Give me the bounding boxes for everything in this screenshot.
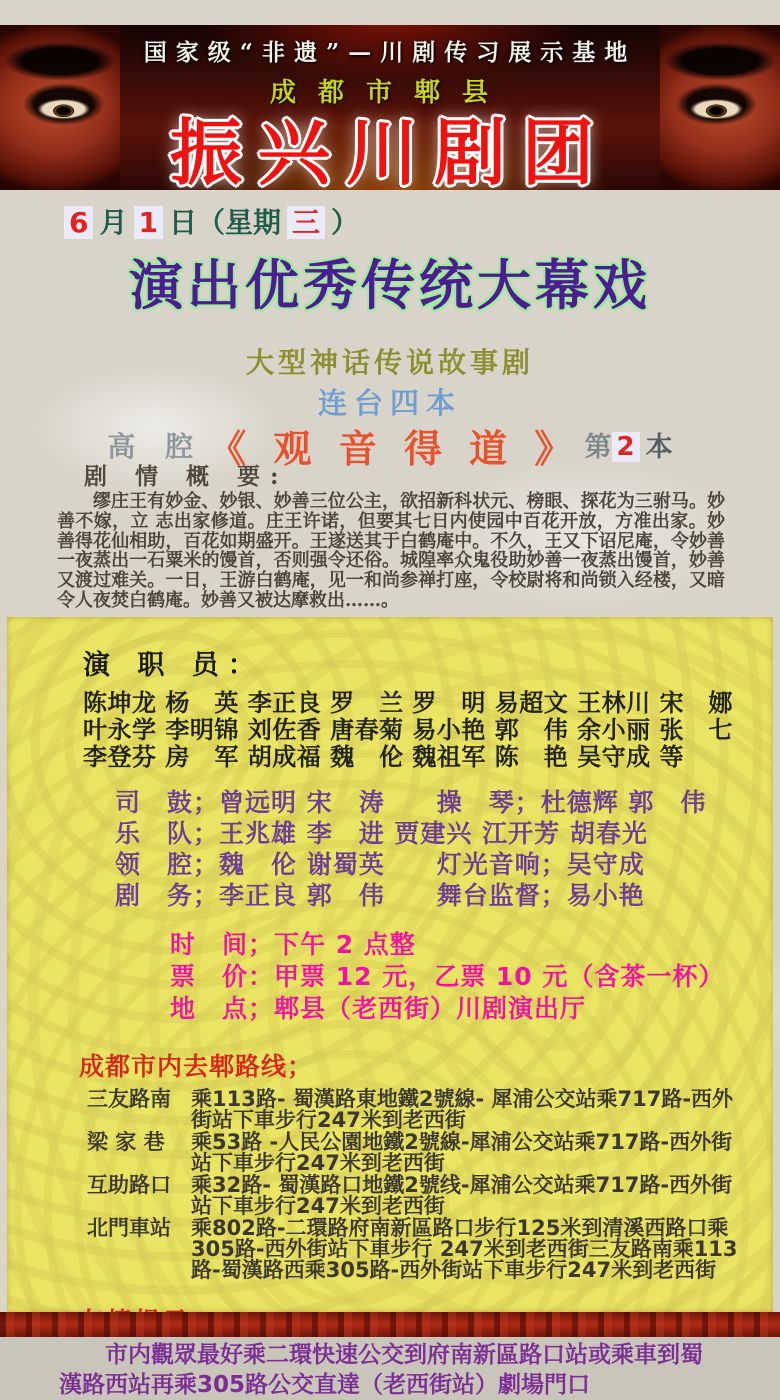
part-label: [585, 432, 673, 463]
route-description: 乘53路 -人民公園地鐵2號線-犀浦公交站乘717路-西外街站下車步行247米到老西街: [191, 1130, 733, 1175]
month-number: 6: [64, 206, 93, 239]
route-description: 乘113路- 蜀漢路東地鐵2號線- 犀浦公交站乘717路-西外街站下車步行247米到老西街: [191, 1087, 734, 1132]
part-suffix: 本: [645, 432, 673, 463]
synopsis-heading: 剧 情 概 要:: [84, 463, 289, 490]
crew-row: 剧 务；李正良 郭 伟 舞台监督；易小艳: [115, 881, 645, 910]
banner-text: [0, 25, 780, 195]
part-number: 2: [612, 432, 640, 462]
route-station: 北門車站: [87, 1216, 171, 1240]
city-label: 成都市郫县: [269, 78, 510, 108]
crew-row: 司 鼓；曾远明 宋 涛 操 琴；杜德辉 郭 伟: [115, 788, 707, 817]
show-date: [64, 201, 365, 241]
weekday-value: 三: [287, 206, 325, 239]
weekday-close: ）: [331, 206, 360, 239]
route-station: 互助路口: [87, 1173, 171, 1197]
route-description: 乘32路- 蜀漢路口地鐵2號线-犀浦公交站乘717路-西外街站下車步行247米到老西街: [191, 1173, 733, 1218]
show-time: 时 间；下午 2 点整: [170, 930, 416, 959]
route-row: [87, 1218, 745, 1281]
route-station: 梁 家 巷: [87, 1130, 165, 1154]
crew-block: [7, 787, 773, 911]
series-label: 连台四本: [317, 386, 462, 420]
synopsis-body: 缪庄王有妙金、妙银、妙善三位公主，欲招新科状元、榜眼、探花为三驸马。妙善不嫁，立 志出家修道。庄王许诺，但要其七日内使园中百花开放，方准出家。妙善得花仙相助，百花如期盛开。王遂送其于白鹤庵中。不久，王又下诏尼庵，令妙善一夜蒸出一石粟米的馒首，否则强令还俗。城隍率众鬼役助妙善一夜蒸出馒首，妙善又渡过难关。一日，王游白鹤庵，见一和尚参禅打座，令校尉将和尚锁入经楼，又暗令人夜焚白鹤庵。妙善又被达摩救出……。: [57, 491, 725, 611]
play-title: 《 观 音 得 道 》: [208, 427, 580, 471]
banner: [0, 25, 780, 195]
ticket-price: 票 价：甲票 12 元，乙票 10 元（含茶一杯）: [170, 962, 725, 991]
vocal-style-label: 高 腔: [107, 430, 204, 463]
route-row: [87, 1132, 745, 1174]
routes-heading: 成都市内去郫路线；: [79, 1052, 314, 1081]
cast-row: 叶永学 李明锦 刘佐香 唐春菊 易小艳 郭 伟 余小丽 张 七: [83, 716, 733, 744]
weekday-open: 日（星期: [168, 206, 281, 239]
cast-heading: 演 职 员：: [83, 650, 264, 681]
month-label: 月: [99, 206, 128, 239]
crew-row: 乐 队；王兆雄 李 进 贾建兴 江开芳 胡春光: [115, 819, 648, 848]
route-row: [87, 1175, 745, 1217]
ornamental-bottom-band: [0, 1312, 780, 1337]
heritage-tagline: 国家级“非遗”—川剧传习展示基地: [143, 39, 637, 66]
genre-subtitle: 大型神话传说故事剧: [245, 346, 534, 379]
crew-row: 领 腔；魏 伦 谢蜀英 灯光音响；吴守成: [115, 850, 645, 879]
day-number: 1: [134, 206, 163, 239]
headline: 演出优秀传统大幕戏: [129, 254, 651, 317]
part-prefix: 第: [584, 432, 612, 463]
cast-row: 陈坤龙 杨 英 李正良 罗 兰 罗 明 易超文 王林川 宋 娜: [83, 689, 733, 717]
route-station: 三友路南: [87, 1087, 171, 1111]
tips-body: 市内觀眾最好乘二環快速公交到府南新區路口站或乘車到蜀漢路西站再乘305路公交直達（老西街站）劇場門口: [59, 1342, 703, 1398]
route-row: [87, 1089, 745, 1131]
venue-location: 地 点；郫县（老西街）川剧演出厅: [170, 994, 587, 1023]
route-description: 乘802路-二環路府南新區路口步行125米到清溪西路口乘305路-西外街站下車步行 247米到老西街三友路南乘113路-蜀漢路西乘305路-西外街站下車步行247米到老西街: [191, 1216, 738, 1282]
show-info-block: [7, 929, 773, 1025]
cast-row: 李登芬 房 军 胡成福 魏 伦 魏祖军 陈 艳 吴守成 等: [83, 743, 684, 771]
troupe-title: 振兴川剧团: [169, 111, 610, 195]
program-panel: [7, 617, 773, 1398]
